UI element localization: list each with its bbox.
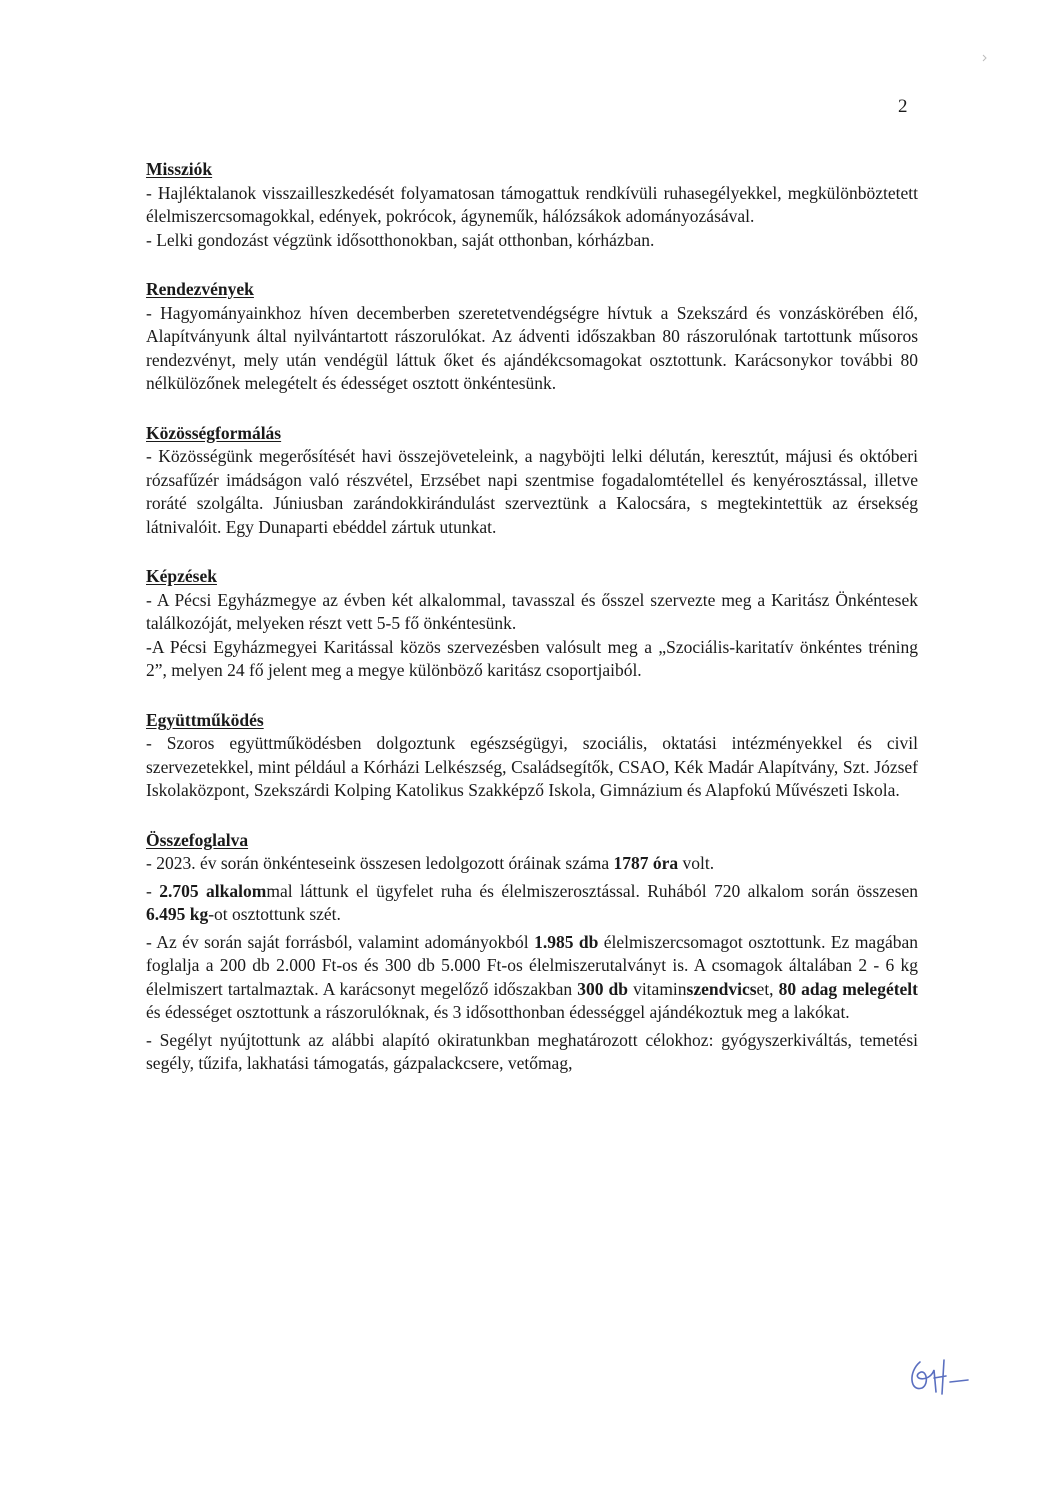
text-run: - [146,880,160,901]
text-run: et, [756,978,779,999]
section-egyuttmukodes [146,709,918,803]
bold-run: 2.705 alkalom [159,880,267,901]
section-osszefoglalva [146,829,918,1076]
summary-hours [146,852,918,876]
paragraph: - Hagyományainkhoz híven decemberben szeretetvendégségre hívtuk a Szekszárd és vonzáskörében élő, Alapítványunk által nyilvántartott rászorulókat. Az ádventi időszakban 80 rászorulónak tartottunk műsoros rendezvényt, mely után vendégül láttuk őket és ajándékcsomagokat osztottunk. Karácsonykor további 80 nélkülözőnek melegételt és édességet osztott önkéntesünk. [146,302,918,393]
section-heading: Missziók [146,159,213,179]
paragraph: - Lelki gondozást végzünk idősotthonokban, saját otthonban, kórházban. [146,229,655,250]
text-run: - Az év során saját forrásból, valamint adományokból [146,931,535,952]
text-run: élelmiszercsomagot osztottunk. Ez magában foglalja a 200 db 2.000 Ft-os és 300 db 5.000 Ft-os élelmiszerutalványt is. A csomagok általában 2 - 6 kg élelmiszert tartalmaztak. A karácsonyt megelőző időszakban [146,931,918,999]
paragraph: - A Pécsi Egyházmegye az évben két alkalommal, tavasszal és ősszel szervezte meg a Karitász Önkéntesek találkozóját, melyeken részt vett 5-5 fő önkéntesünk. [146,589,918,633]
paragraph: - Közösségünk megerősítését havi összejöveteleink, a nagyböjti lelki délután, keresztút, májusi és októberi rózsafűzér imádságon való részvétel, Erzsébet napi szentmise fogadalomtétellel és kenyérosztással, illetve roráté szolgálta. Júniusban zarándokkirándulást szerveztünk a Kalocsára, s megtekintettük az érsekség látnivalóit. Egy Dunaparti ebéddel zártuk utunkat. [146,446,918,537]
bold-run: szendvics [686,978,757,999]
section-heading: Összefoglalva [146,829,249,850]
bold-run: 6.495 kg [146,904,209,924]
section-rendezvenyek [146,278,918,396]
paragraph: - Hajléktalanok visszailleszkedését folyamatosan támogattuk rendkívüli ruhasegélyekkel, megkülönböztetett élelmiszercsomagokkal, edények, pokrócok, ágyneműk, hálózsákok adományozásával. [146,182,918,226]
text-run: vitamin [628,978,687,999]
section-kozossegformalas [146,422,918,540]
text-run: -ot osztottunk szét. [208,904,341,924]
text-run: mal láttunk el ügyfelet ruha és élelmiszerosztással. Ruhából 720 alkalom során összesen [266,880,918,901]
summary-clients [146,880,918,927]
section-heading: Rendezvények [146,279,254,299]
bold-run: 80 adag melegételt [778,978,919,999]
page-number: 2 [898,96,908,117]
paragraph: - Szoros együttműködésben dolgoztunk egészségügyi, szociális, oktatási intézményekkel és civil szervezetekkel, mint például a Kórházi Lelkészség, Családsegítők, CSAO, Kék Madár Alapítvány, Szt. József Iskolaközpont, Szekszárdi Kolping Katolikus Szakképző Iskola, Gimnázium és Alapfokú Művészeti Iskola. [146,733,918,800]
section-kepzesek [146,565,918,683]
document-body [146,158,918,1102]
section-missziok [146,158,918,252]
bold-run: 1787 óra [613,853,679,873]
summary-aid: - Segélyt nyújtottunk az alábbi alapító okiratunkban meghatározott célokhoz: gyógyszerkiváltás, temetési segély, tűzifa, lakhatási támogatás, gázpalackcsere, vetőmag, [146,1029,918,1073]
scan-edge-mark [982,54,988,62]
bold-run: 1.985 db [534,931,599,952]
section-heading: Közösségformálás [146,422,282,443]
section-heading: Együttműködés [146,709,264,730]
text-run: - 2023. év során önkénteseink összesen ledolgozott óráinak száma [146,853,614,873]
signature-icon [900,1352,970,1402]
paragraph: -A Pécsi Egyházmegyei Karitással közös szervezésben valósult meg a „Szociális-karitatív önkéntes tréning 2”, melyen 24 fő jelent meg a megye különböző karitász csoportjaiból. [146,636,918,680]
bold-run: 300 db [577,978,629,999]
summary-packages [146,931,918,1025]
text-run: volt. [678,853,715,873]
section-heading: Képzések [146,566,217,586]
text-run: és édességet osztottunk a rászorulóknak, és 3 idősotthonban édességgel ajándékoztuk meg a lakókat. [146,1002,850,1022]
